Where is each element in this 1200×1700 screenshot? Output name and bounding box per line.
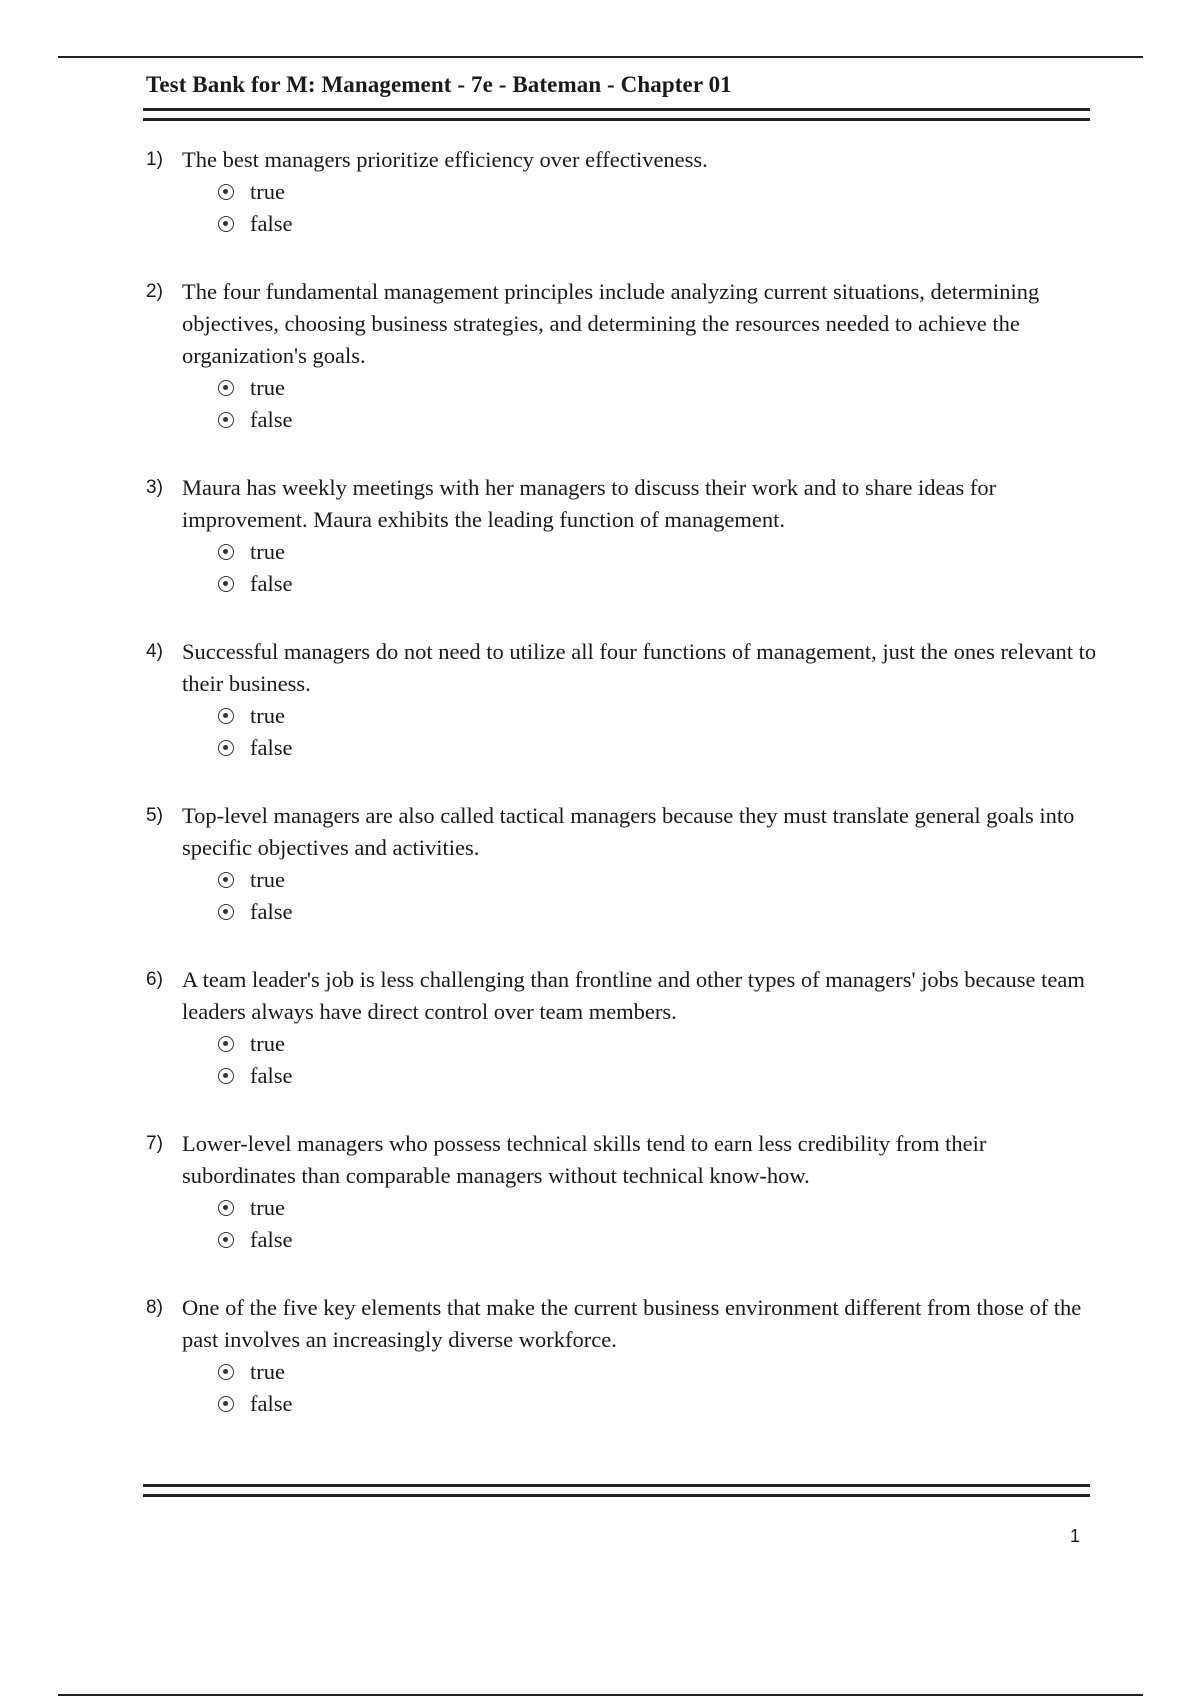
option-label: false	[250, 1227, 293, 1252]
option-label: true	[250, 1359, 285, 1384]
option-true[interactable]	[218, 1192, 1106, 1224]
radio-icon[interactable]	[218, 1364, 234, 1380]
question-8	[146, 1292, 1106, 1420]
radio-icon[interactable]	[218, 1036, 234, 1052]
answer-options	[146, 372, 1106, 436]
question-6	[146, 964, 1106, 1092]
question-text: Top-level managers are also called tactical managers because they must translate general goals into specific objectives and activities.	[182, 803, 1075, 860]
radio-icon[interactable]	[218, 1396, 234, 1412]
answer-options	[146, 700, 1106, 764]
option-label: false	[250, 1391, 293, 1416]
question-number: 2)	[146, 281, 163, 302]
option-true[interactable]	[218, 700, 1106, 732]
radio-icon[interactable]	[218, 1200, 234, 1216]
page-header-title: Test Bank for M: Management - 7e - Bateman - Chapter 01	[146, 72, 732, 97]
option-label: false	[250, 571, 293, 596]
question-number: 7)	[146, 1133, 163, 1154]
radio-icon[interactable]	[218, 1232, 234, 1248]
question-4	[146, 636, 1106, 764]
option-label: true	[250, 867, 285, 892]
option-true[interactable]	[218, 372, 1106, 404]
option-label: false	[250, 1063, 293, 1088]
question-number: 4)	[146, 641, 163, 662]
answer-options	[146, 176, 1106, 240]
option-label: true	[250, 1195, 285, 1220]
answer-options	[146, 864, 1106, 928]
option-label: false	[250, 407, 293, 432]
question-7	[146, 1128, 1106, 1256]
radio-icon[interactable]	[218, 1068, 234, 1084]
question-text: Maura has weekly meetings with her managers to discuss their work and to share ideas for improvement. Maura exhibits the leading function of management.	[182, 475, 997, 532]
radio-icon[interactable]	[218, 708, 234, 724]
option-label: true	[250, 375, 285, 400]
question-text: Successful managers do not need to utilize all four functions of management, just the ones relevant to their business.	[182, 639, 1097, 696]
option-label: false	[250, 211, 293, 236]
option-true[interactable]	[218, 176, 1106, 208]
option-false[interactable]	[218, 208, 1106, 240]
radio-icon[interactable]	[218, 184, 234, 200]
page-bottom-border	[58, 1694, 1143, 1696]
question-text: The four fundamental management principles include analyzing current situations, determining objectives, choosing business strategies, and determining the resources needed to achieve the organization's goals.	[182, 279, 1040, 368]
question-2	[146, 276, 1106, 436]
option-false[interactable]	[218, 1388, 1106, 1420]
answer-options	[146, 1192, 1106, 1256]
radio-icon[interactable]	[218, 904, 234, 920]
question-1	[146, 144, 1106, 240]
question-text: Lower-level managers who possess technical skills tend to earn less credibility from their subordinates than comparable managers without technical know-how.	[182, 1131, 987, 1188]
question-number: 6)	[146, 969, 163, 990]
page-number: 1	[1070, 1526, 1081, 1546]
footer-double-rule	[143, 1484, 1090, 1497]
question-number: 8)	[146, 1297, 163, 1318]
question-number: 5)	[146, 805, 163, 826]
question-number: 3)	[146, 477, 163, 498]
page-top-border	[58, 56, 1143, 58]
answer-options	[146, 536, 1106, 600]
radio-icon[interactable]	[218, 412, 234, 428]
radio-icon[interactable]	[218, 740, 234, 756]
radio-icon[interactable]	[218, 544, 234, 560]
question-text: A team leader's job is less challenging than frontline and other types of managers' jobs because team leaders always have direct control over team members.	[182, 967, 1085, 1024]
question-text: One of the five key elements that make the current business environment different from those of the past involves an increasingly diverse workforce.	[182, 1295, 1082, 1352]
option-true[interactable]	[218, 1356, 1106, 1388]
option-label: true	[250, 1031, 285, 1056]
option-true[interactable]	[218, 536, 1106, 568]
answer-options	[146, 1356, 1106, 1420]
header-double-rule	[143, 108, 1090, 121]
option-true[interactable]	[218, 1028, 1106, 1060]
question-text: The best managers prioritize efficiency over effectiveness.	[182, 147, 708, 172]
option-false[interactable]	[218, 568, 1106, 600]
option-label: false	[250, 899, 293, 924]
option-false[interactable]	[218, 1060, 1106, 1092]
option-false[interactable]	[218, 896, 1106, 928]
radio-icon[interactable]	[218, 576, 234, 592]
option-false[interactable]	[218, 732, 1106, 764]
option-true[interactable]	[218, 864, 1106, 896]
option-label: true	[250, 703, 285, 728]
answer-options	[146, 1028, 1106, 1092]
question-3	[146, 472, 1106, 600]
question-number: 1)	[146, 149, 163, 170]
option-label: true	[250, 179, 285, 204]
option-label: false	[250, 735, 293, 760]
option-label: true	[250, 539, 285, 564]
question-list	[146, 144, 1106, 1456]
radio-icon[interactable]	[218, 380, 234, 396]
question-5	[146, 800, 1106, 928]
option-false[interactable]	[218, 1224, 1106, 1256]
option-false[interactable]	[218, 404, 1106, 436]
radio-icon[interactable]	[218, 872, 234, 888]
radio-icon[interactable]	[218, 216, 234, 232]
